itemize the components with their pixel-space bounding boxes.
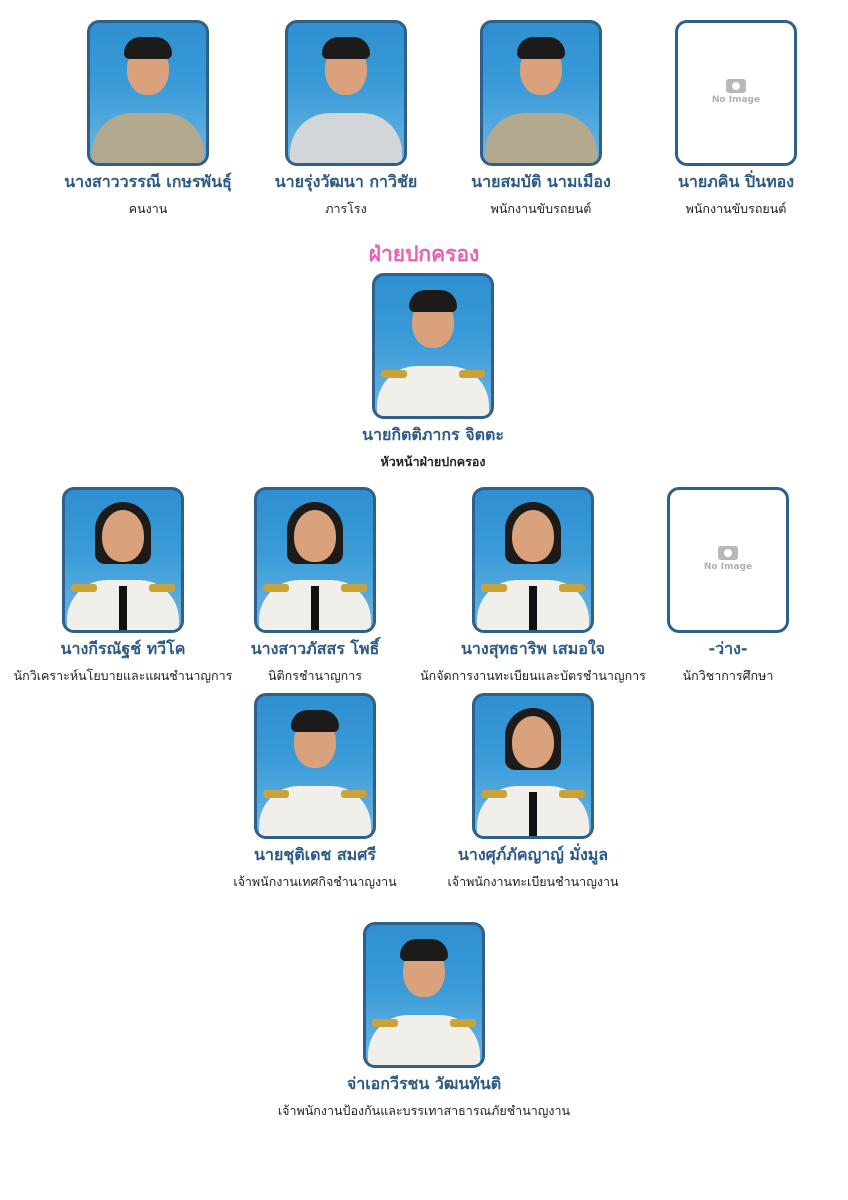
staff-photo	[472, 693, 594, 839]
no-image-placeholder	[675, 20, 797, 166]
staff-role: เจ้าพนักงานเทศกิจชำนาญงาน	[233, 874, 397, 889]
staff-name: นายชุติเดช สมศรี	[254, 845, 376, 864]
staff-name: นายรุ่งวัฒนา กาวิชัย	[274, 172, 418, 191]
shoulder-board	[381, 370, 407, 378]
face	[512, 510, 554, 562]
face	[512, 716, 554, 768]
section-title: ฝ่ายปกครอง	[368, 242, 480, 266]
staff-name: นายกิตติภากร จิตตะ	[362, 425, 504, 444]
no-image-text: No Image	[703, 562, 753, 572]
shoulder-board	[459, 370, 485, 378]
shoulder-board	[263, 790, 289, 798]
camera-icon	[718, 546, 738, 560]
face	[102, 510, 144, 562]
necktie	[119, 586, 127, 630]
shoulder-board	[341, 584, 367, 592]
hair	[517, 37, 565, 59]
staff-name: นายภคิน ปิ่นทอง	[677, 172, 795, 191]
shoulder-board	[481, 584, 507, 592]
staff-name: นางสุทธาริพ เสมอใจ	[460, 639, 606, 658]
shoulder-board	[372, 1019, 398, 1027]
staff-role: คนงาน	[128, 201, 168, 216]
staff-photo	[285, 20, 407, 166]
staff-role: พนักงานขับรถยนต์	[685, 201, 787, 216]
staff-card	[413, 693, 653, 892]
staff-role: เจ้าพนักงานป้องกันและบรรเทาสาธารณภัยชำนาญงาน	[277, 1103, 571, 1118]
staff-name: นางศุภ์ภัคญาญ์ มั่งมูล	[457, 845, 609, 864]
staff-photo	[62, 487, 184, 633]
no-image-text: No Image	[711, 95, 761, 105]
shoulder-board	[481, 790, 507, 798]
staff-name: จ่าเอกวีรชน วัฒนทันติ	[346, 1074, 502, 1093]
staff-role: นิติกรชำนาญการ	[268, 668, 362, 683]
staff-photo	[87, 20, 209, 166]
necktie	[311, 586, 319, 630]
necktie	[529, 586, 537, 630]
no-image-label	[678, 79, 794, 105]
staff-role: นักวิชาการศึกษา	[682, 668, 774, 683]
face	[294, 510, 336, 562]
shoulder-board	[450, 1019, 476, 1027]
no-image-placeholder	[667, 487, 789, 633]
necktie	[529, 792, 537, 836]
staff-name: -ว่าง-	[708, 639, 748, 658]
staff-card	[616, 20, 848, 219]
hair	[409, 290, 457, 312]
staff-name: นางกีรณัฐช์ ทวีโค	[60, 639, 186, 658]
staff-role: เจ้าพนักงานทะเบียนชำนาญงาน	[447, 874, 619, 889]
staff-role: หัวหน้าฝ่ายปกครอง	[380, 454, 486, 469]
uniform	[485, 113, 597, 166]
staff-card	[184, 922, 664, 1121]
camera-icon	[726, 79, 746, 93]
staff-photo	[372, 273, 494, 419]
uniform	[92, 113, 204, 166]
staff-role: นักวิเคราะห์นโยบายและแผนชำนาญการ	[13, 668, 233, 683]
staff-card	[608, 487, 848, 686]
staff-photo	[472, 487, 594, 633]
hair	[291, 710, 339, 732]
hair	[400, 939, 448, 961]
shoulder-board	[71, 584, 97, 592]
no-image-label	[670, 546, 786, 572]
shoulder-board	[149, 584, 175, 592]
hair	[322, 37, 370, 59]
section-head-card	[313, 273, 553, 472]
shoulder-board	[559, 790, 585, 798]
staff-name: นางสาววรรณี เกษรพันธุ์	[64, 172, 232, 191]
staff-card	[195, 487, 435, 686]
staff-card	[195, 693, 435, 892]
staff-photo	[480, 20, 602, 166]
staff-role: พนักงานขับรถยนต์	[490, 201, 592, 216]
shoulder-board	[263, 584, 289, 592]
staff-role: ภารโรง	[325, 201, 367, 216]
staff-photo	[254, 487, 376, 633]
staff-name: นายสมบัติ นามเมือง	[471, 172, 611, 191]
staff-role: นักจัดการงานทะเบียนและบัตรชำนาญการ	[420, 668, 646, 683]
shoulder-board	[559, 584, 585, 592]
staff-name: นางสาวภัสสร โพธิ์	[250, 639, 380, 658]
shoulder-board	[341, 790, 367, 798]
hair	[124, 37, 172, 59]
staff-photo	[254, 693, 376, 839]
uniform	[290, 113, 402, 166]
staff-photo	[363, 922, 485, 1068]
